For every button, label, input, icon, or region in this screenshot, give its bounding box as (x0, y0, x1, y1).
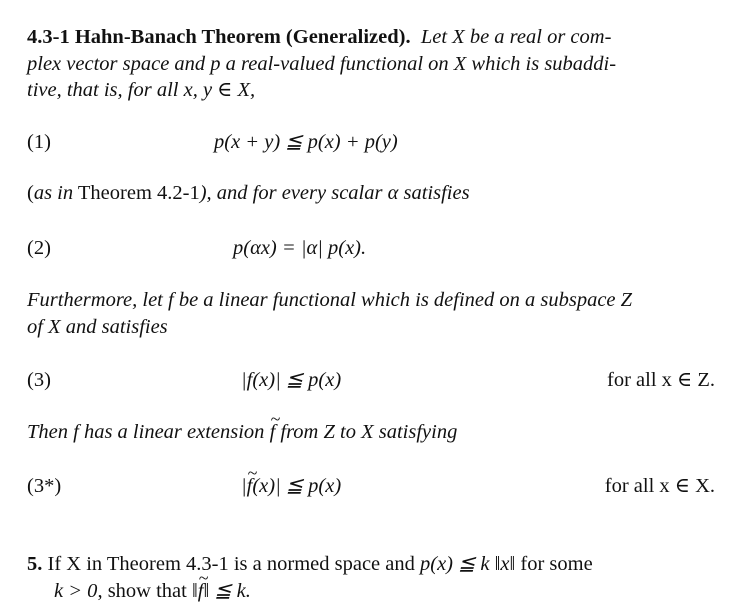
conclusion-suffix: from Z to X satisfying (275, 421, 458, 443)
theorem-intro-line1: Let X be a real or com- (420, 26, 612, 48)
furthermore-line1: Furthermore, let f be a linear functional which is defined on a subspace Z (27, 289, 633, 311)
exercise-line2: k > 0, show that ‖~ f‖ ≦ k. (27, 580, 251, 602)
exercise-line1-a: If X in Theorem 4.3-1 is a normed space and (47, 553, 420, 575)
equation-1 (27, 128, 717, 156)
equation-3-star-label: (3*) (27, 475, 62, 497)
equation-2-label: (2) (27, 237, 51, 259)
equation-1-formula: p(x + y) ≦ p(x) + p(y) (214, 131, 398, 153)
exercise-5 (27, 551, 717, 604)
conclusion-prefix: Then f has a linear extension (27, 421, 270, 443)
theorem-furthermore-text (27, 287, 717, 340)
equation-3-star-formula: |~ f(x)| ≦ p(x) (241, 472, 341, 500)
theorem-middle-text (27, 180, 717, 207)
exercise-number: 5. (27, 553, 43, 575)
equation-2-formula: p(αx) = |α| p(x). (233, 237, 367, 259)
theorem-intro-line3: tive, that is, for all x, y ∈ X, (27, 79, 256, 101)
equation-3-condition: for all x ∈ Z. (607, 369, 715, 391)
middle-rest: ), and for every scalar α satisfies (199, 182, 470, 204)
equation-3 (27, 366, 717, 394)
exercise-line1-formula: p(x) ≦ k ‖x‖ (420, 553, 516, 575)
exercise-line1-c: for some (515, 553, 593, 575)
theorem-reference: Theorem 4.2-1 (77, 182, 200, 204)
f-tilde-symbol: ~ f (270, 419, 276, 446)
equation-1-label: (1) (27, 131, 51, 153)
theorem-conclusion-text (27, 419, 717, 446)
equation-3-star-condition: for all x ∈ X. (604, 475, 715, 497)
theorem-title: Hahn-Banach Theorem (Generalized). (74, 26, 411, 48)
equation-3-star (27, 472, 717, 500)
equation-3-formula: |f(x)| ≦ p(x) (241, 369, 342, 391)
middle-open-paren: ( (27, 182, 34, 204)
theorem-intro-line2: plex vector space and p a real-valued functional on X which is subaddi- (27, 52, 617, 75)
furthermore-line2: of X and satisfies (27, 315, 168, 338)
theorem-statement (27, 24, 717, 104)
equation-2 (27, 234, 717, 262)
theorem-number: 4.3-1 (27, 26, 70, 48)
equation-3-label: (3) (27, 369, 51, 391)
middle-as-in: as in (33, 182, 74, 204)
